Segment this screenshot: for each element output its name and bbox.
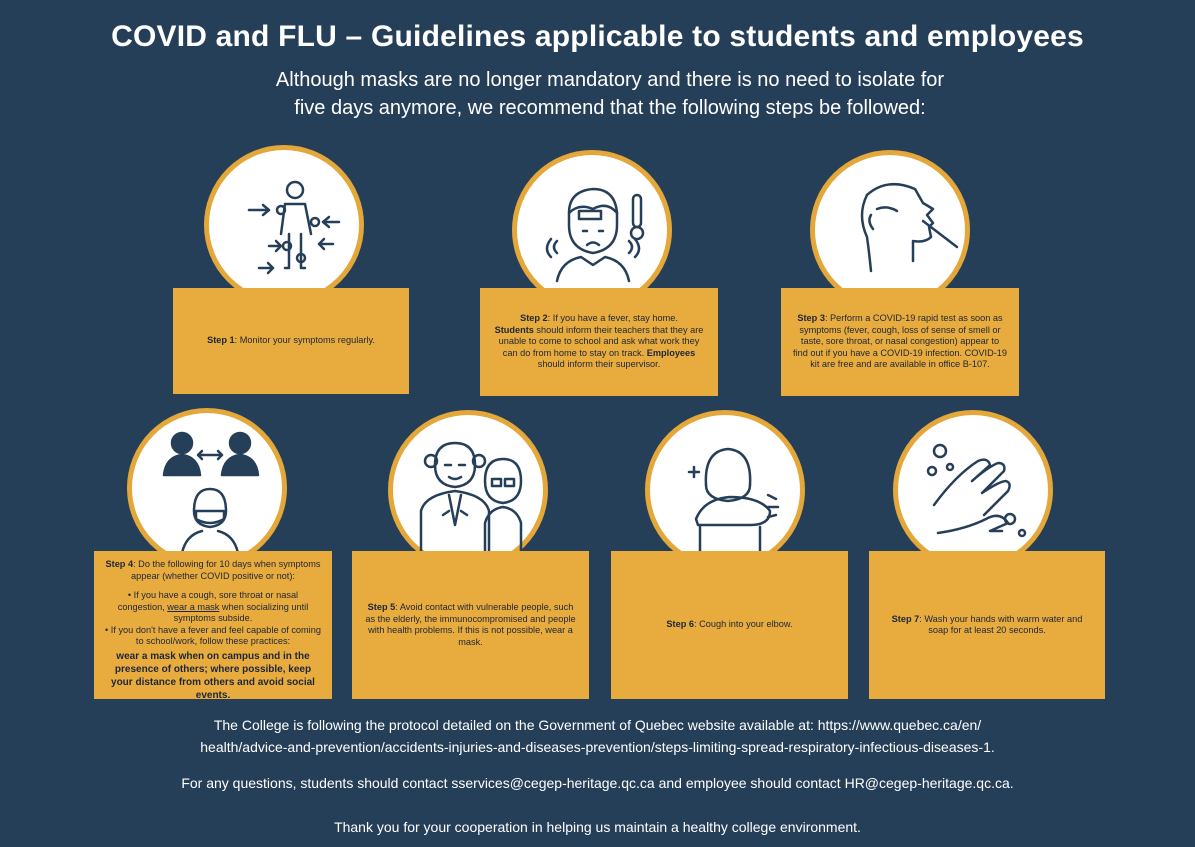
step-1-card	[173, 288, 409, 394]
step-7-text: : Wash your hands with warm water and soap for at least 20 seconds.	[919, 613, 1083, 635]
footer-protocol-line-2: health/advice-and-prevention/accidents-injuries-and-diseases-prevention/steps-limiting-spread-respiratory-infectious-diseases-1.	[200, 739, 995, 755]
hand-washing-icon	[893, 410, 1053, 570]
step-2-text-a: : If you have a fever, stay home.	[547, 313, 678, 324]
step-4-bullet-1-b: when socializing until symptoms subside.	[173, 601, 309, 623]
page-title: COVID and FLU – Guidelines applicable to students and employees	[111, 20, 1084, 53]
footer-protocol-line-1: The College is following the protocol detailed on the Government of Quebec website available at: https://www.quebec.ca/en/	[213, 717, 982, 733]
footer-protocol	[0, 714, 1195, 758]
step-2-employees: Employees	[646, 347, 696, 358]
step-6-label: Step 6	[666, 619, 694, 630]
step-2-text-c: should inform their supervisor.	[537, 359, 661, 370]
step-1-label: Step 1	[207, 335, 235, 346]
body-symptoms-icon	[204, 145, 364, 305]
step-5-label: Step 5	[367, 602, 396, 612]
step-6-card	[611, 551, 848, 699]
step-4-label: Step 4	[105, 559, 134, 569]
nasal-swab-icon	[810, 150, 970, 310]
step-5-card	[352, 551, 589, 699]
step-5-text: : Avoid contact with vulnerable people, such as the elderly, the immunocompromised and people with health problems. If this is not possible, wear a mask.	[365, 602, 576, 647]
step-3-card	[781, 288, 1019, 396]
distance-mask-icon	[127, 408, 287, 568]
step-4-intro: : Do the following for 10 days when symptoms appear (whether COVID positive or not):	[131, 559, 321, 581]
step-4-card	[94, 551, 332, 699]
cough-elbow-icon	[645, 410, 805, 570]
step-2-students: Students	[494, 324, 534, 335]
step-4-strong: wear a mask when on campus and in the presence of others; where possible, keep your distance from others and avoid social events.	[111, 650, 315, 701]
subtitle-line-1: Although masks are no longer mandatory and there is no need to isolate for	[275, 69, 945, 91]
step-4-bullet-1-a: • If you have a cough, sore throat or nasal congestion,	[117, 590, 299, 612]
fever-person-icon	[512, 150, 672, 310]
step-7-label: Step 7	[891, 613, 920, 624]
step-4-bullet-1-u: wear a mask	[167, 601, 220, 612]
subtitle	[240, 66, 980, 122]
step-6-text: : Cough into your elbow.	[694, 619, 793, 630]
step-2-text-b: should inform their teachers that they are unable to come to school and ask what work they can do from home to stay on track.	[498, 324, 704, 358]
step-4-bullet-2: • If you don't have a fever and feel capable of coming to school/work, follow these practices:	[105, 624, 321, 646]
footer-thanks: Thank you for your cooperation in helping us maintain a healthy college environment.	[334, 819, 861, 835]
step-7-card	[869, 551, 1105, 699]
step-2-label: Step 2	[520, 313, 548, 324]
step-3-text: : Perform a COVID-19 rapid test as soon as symptoms (fever, cough, loss of sense of smell or taste, sore throat, or nasal congestion) appear to find out if you have a COVID-19 infection. COVID-19 kit are free and are available in office B-107.	[793, 313, 1007, 370]
elderly-people-icon	[388, 410, 548, 570]
subtitle-line-2: five days anymore, we recommend that the following steps be followed:	[294, 97, 926, 119]
step-1-text: : Monitor your symptoms regularly.	[234, 335, 375, 346]
step-4-bullet-1	[104, 590, 322, 625]
footer-contact: For any questions, students should contact sservices@cegep-heritage.qc.ca and employee should contact HR@cegep-heritage.qc.ca.	[181, 775, 1014, 791]
step-3-label: Step 3	[797, 313, 825, 324]
step-2-card	[480, 288, 718, 396]
